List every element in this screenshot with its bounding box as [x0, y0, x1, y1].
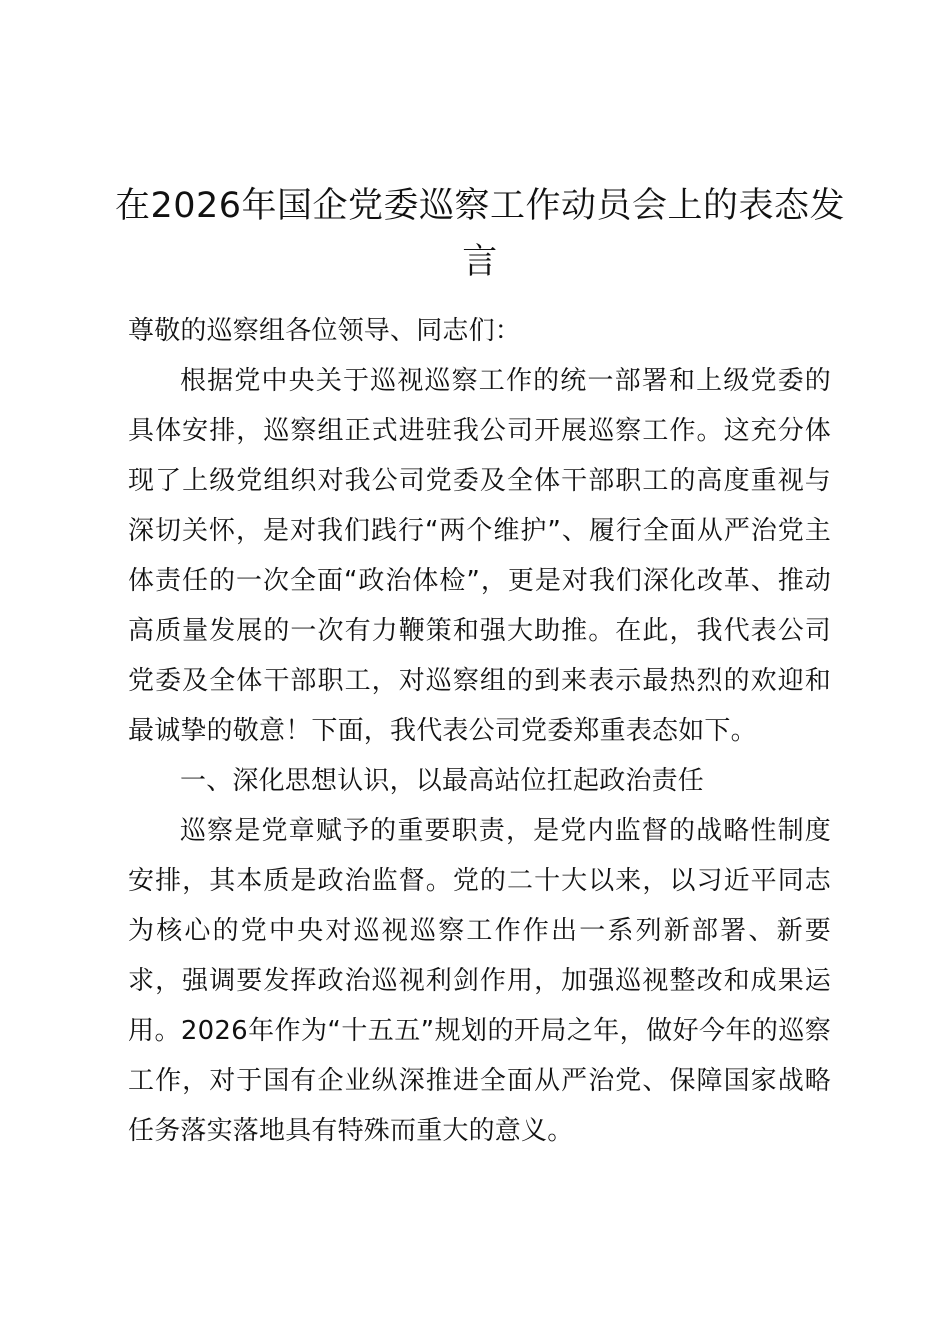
paragraph-section-1: 巡察是党章赋予的重要职责，是党内监督的战略性制度安排，其本质是政治监督。党的二十大以来，以习近平同志为核心的党中央对巡视巡察工作作出一系列新部署、新要求，强调要发挥政治巡视利剑作用，加强巡视整改和成果运用。2026年作为“十五五”规划的开局之年，做好今年的巡察工作，对于国有企业纵深推进全面从严治党、保障国家战略任务落实落地具有特殊而重大的意义。 [128, 816, 831, 1146]
document-title: 在2026年国企党委巡察工作动员会上的表态发言 [114, 186, 846, 282]
paragraph-intro: 根据党中央关于巡视巡察工作的统一部署和上级党委的具体安排，巡察组正式进驻我公司开展巡察工作。这充分体现了上级党组织对我公司党委及全体干部职工的高度重视与深切关怀，是对我们践行“两个维护”、履行全面从严治党主体责任的一次全面“政治体检”，更是对我们深化改革、推动高质量发展的一次有力鞭策和强大助推。在此，我代表公司党委及全体干部职工，对巡察组的到来表示最热烈的欢迎和最诚挚的敬意！下面，我代表公司党委郑重表态如下。 [128, 366, 831, 746]
greeting: 尊敬的巡察组各位领导、同志们： [128, 316, 522, 346]
document-body [128, 306, 831, 1156]
section-heading-1: 一、深化思想认识，以最高站位扛起政治责任 [180, 766, 705, 796]
